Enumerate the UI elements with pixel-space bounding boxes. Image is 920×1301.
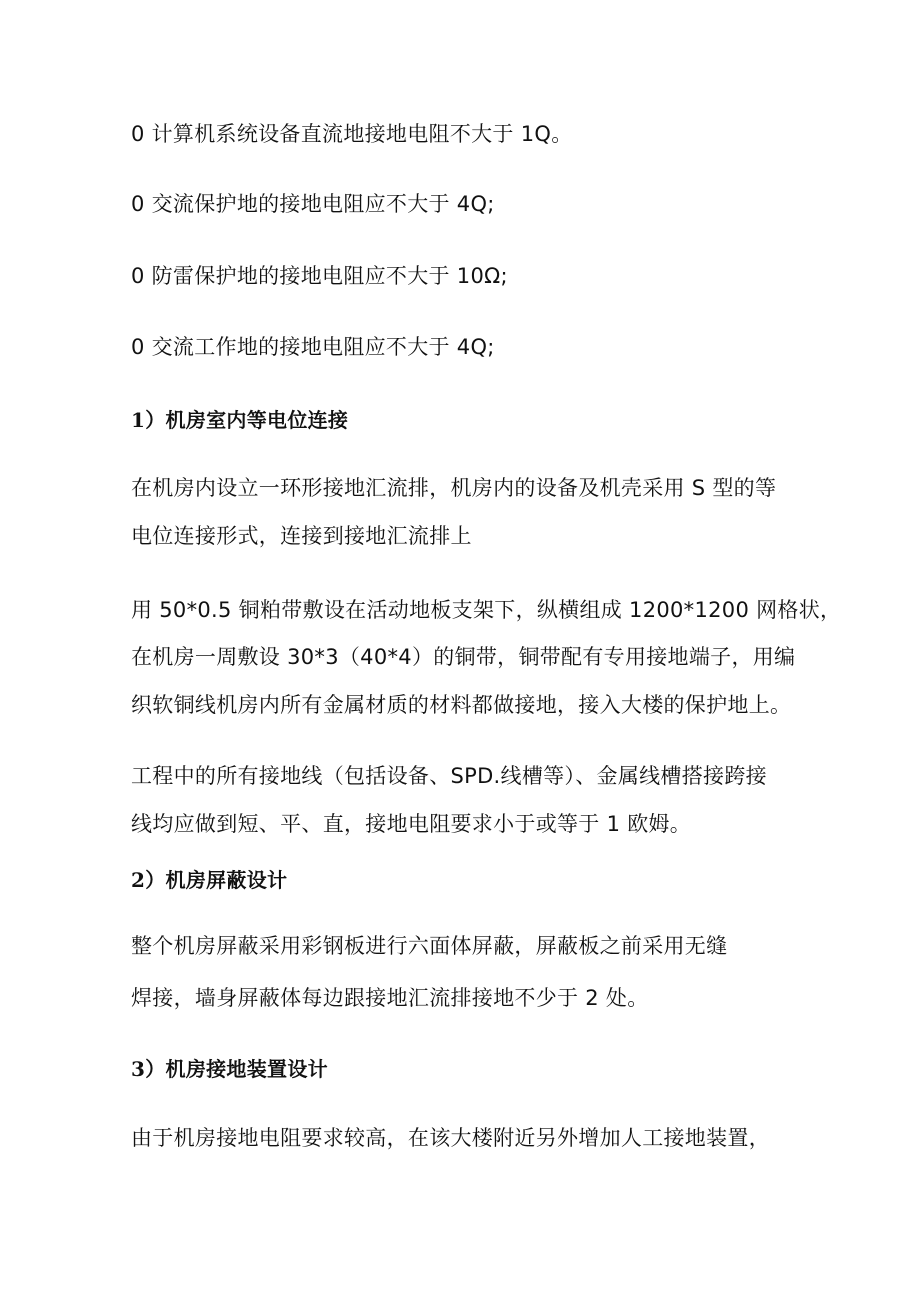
paragraph-line: 用 50*0.5 铜粕带敷设在活动地板支架下，纵横组成 1200*1200 网格状， <box>131 598 842 622</box>
paragraph-line: 织软铜线机房内所有金属材质的材料都做接地，接入大楼的保护地上。 <box>131 693 792 717</box>
bullet-ac-working-ground: 0 交流工作地的接地电阻应不大于 4Q; <box>131 335 495 359</box>
section-heading-shielding: 2）机房屏蔽设计 <box>131 868 288 892</box>
paragraph-line: 焊接，墙身屏蔽体每边跟接地汇流排接地不少于 2 处。 <box>131 986 649 1010</box>
paragraph-line: 整个机房屏蔽采用彩钢板进行六面体屏蔽，屏蔽板之前采用无缝 <box>131 934 728 958</box>
section-heading-equipotential: 1）机房室内等电位连接 <box>131 408 349 432</box>
bullet-dc-ground: 0 计算机系统设备直流地接地电阻不大于 1Q。 <box>131 122 573 146</box>
paragraph-line: 由于机房接地电阻要求较高，在该大楼附近另外增加人工接地装置， <box>131 1126 770 1150</box>
paragraph-line: 在机房一周敷设 30*3（40*4）的铜带，铜带配有专用接地端子，用编 <box>131 645 796 669</box>
paragraph-line: 工程中的所有接地线（包括设备、SPD.线槽等）、金属线槽搭接跨接 <box>131 764 767 788</box>
paragraph-line: 电位连接形式，连接到接地汇流排上 <box>131 524 472 548</box>
bullet-ac-protection-ground: 0 交流保护地的接地电阻应不大于 4Q; <box>131 192 495 216</box>
paragraph-line: 线均应做到短、平、直，接地电阻要求小于或等于 1 欧姆。 <box>131 812 692 836</box>
bullet-lightning-protection-ground: 0 防雷保护地的接地电阻应不大于 10Ω; <box>131 264 508 288</box>
section-heading-grounding-device: 3）机房接地装置设计 <box>131 1057 328 1081</box>
paragraph-line: 在机房内设立一环形接地汇流排，机房内的设备及机壳采用 S 型的等 <box>131 476 777 500</box>
